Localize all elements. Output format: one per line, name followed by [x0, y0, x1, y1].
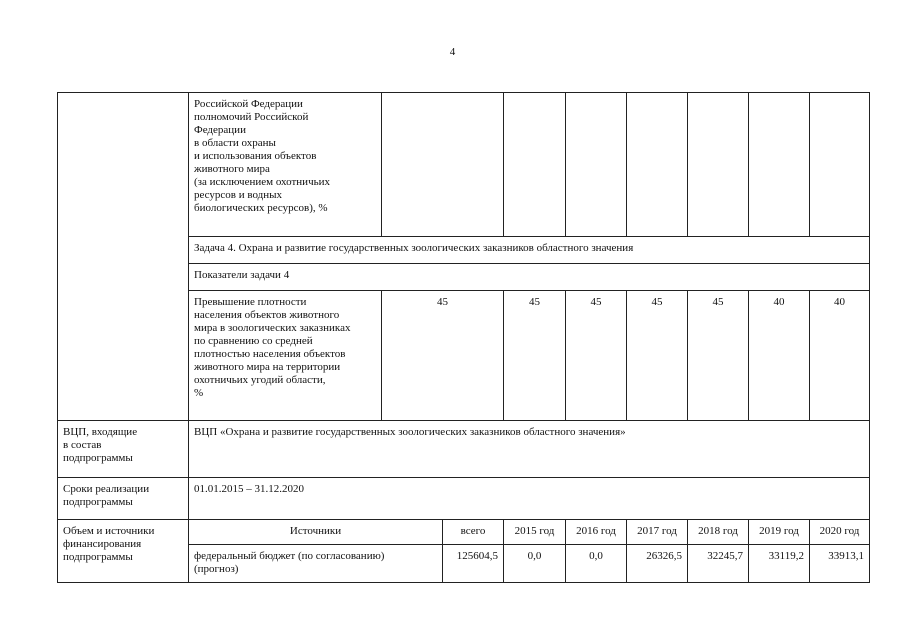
- density-value: 45: [382, 291, 504, 421]
- density-value: 45: [627, 291, 688, 421]
- text-line: животного мира на территории: [194, 361, 341, 373]
- federal-source: [189, 545, 443, 583]
- value-cell-empty: [382, 93, 504, 237]
- indicator-authority-cell: [189, 93, 382, 237]
- text-line: ресурсов и водных: [194, 189, 283, 201]
- text-line: и использования объектов: [194, 150, 317, 162]
- text-line: в состав: [63, 439, 102, 451]
- federal-year-value: 33119,2: [749, 545, 810, 583]
- text-line: (за исключением охотничьих: [194, 176, 331, 188]
- terms-label: [58, 478, 189, 520]
- federal-total: 125604,5: [443, 545, 504, 583]
- table-row-funding-header: [58, 520, 870, 545]
- text-line: Объем и источники: [63, 525, 155, 537]
- funding-header-total: всего: [443, 520, 504, 545]
- page-number: 4: [449, 46, 456, 58]
- text-line: плотностью населения объектов: [194, 348, 346, 360]
- table-row-terms: [58, 478, 870, 520]
- text-line: мира в зоологических заказниках: [194, 322, 351, 334]
- funding-header-year: 2020 год: [810, 520, 870, 545]
- text-line: Превышение плотности: [194, 296, 307, 308]
- density-value: 45: [688, 291, 749, 421]
- text-line: Российской Федерации: [194, 98, 303, 110]
- text-line: ВЦП, входящие: [63, 426, 138, 438]
- funding-header-year: 2019 год: [749, 520, 810, 545]
- table-row-vcp: [58, 421, 870, 478]
- text-line: финансирования: [63, 538, 142, 550]
- text-line: (прогноз): [194, 563, 239, 575]
- text-line: животного мира: [194, 163, 270, 175]
- funding-header-year: 2015 год: [504, 520, 566, 545]
- text-line: охотничьих угодий области,: [194, 374, 326, 386]
- federal-year-value: 33913,1: [810, 545, 870, 583]
- value-cell-empty: [688, 93, 749, 237]
- terms-value: 01.01.2015 – 31.12.2020: [189, 478, 870, 520]
- table-row-authority-indicator: [58, 93, 870, 237]
- funding-header-sources: Источники: [189, 520, 443, 545]
- federal-year-value: 26326,5: [627, 545, 688, 583]
- text-line: %: [194, 387, 204, 399]
- text-line: подпрограммы: [63, 551, 133, 563]
- task4-indicators-heading: Показатели задачи 4: [189, 264, 870, 291]
- text-line: биологических ресурсов), %: [194, 202, 328, 214]
- text-line: подпрограммы: [63, 496, 133, 508]
- funding-header-year: 2017 год: [627, 520, 688, 545]
- text-line: полномочий Российской: [194, 111, 309, 123]
- indicator-density-cell: [189, 291, 382, 421]
- vcp-label: [58, 421, 189, 478]
- density-value: 45: [504, 291, 566, 421]
- funding-label: [58, 520, 189, 583]
- density-value: 45: [566, 291, 627, 421]
- text-line: населения объектов животного: [194, 309, 340, 321]
- density-value: 40: [810, 291, 870, 421]
- value-cell-empty: [504, 93, 566, 237]
- task4-title: Задача 4. Охрана и развитие государственных зоологических заказников областного значения: [189, 237, 870, 264]
- value-cell-empty: [627, 93, 688, 237]
- text-line: подпрограммы: [63, 452, 133, 464]
- text-line: Сроки реализации: [63, 483, 150, 495]
- federal-year-value: 32245,7: [688, 545, 749, 583]
- text-line: в области охраны: [194, 137, 276, 149]
- funding-header-year: 2018 год: [688, 520, 749, 545]
- federal-year-value: 0,0: [566, 545, 627, 583]
- value-cell-empty: [566, 93, 627, 237]
- empty-label-cell: [58, 93, 189, 421]
- value-cell-empty: [749, 93, 810, 237]
- subprogram-passport-table: [57, 92, 870, 583]
- text-line: федеральный бюджет (по согласованию): [194, 550, 385, 562]
- vcp-value: ВЦП «Охрана и развитие государственных зоологических заказников областного значения»: [189, 421, 870, 478]
- value-cell-empty: [810, 93, 870, 237]
- federal-year-value: 0,0: [504, 545, 566, 583]
- text-line: по сравнению со средней: [194, 335, 313, 347]
- funding-header-year: 2016 год: [566, 520, 627, 545]
- text-line: Федерации: [194, 124, 246, 136]
- density-value: 40: [749, 291, 810, 421]
